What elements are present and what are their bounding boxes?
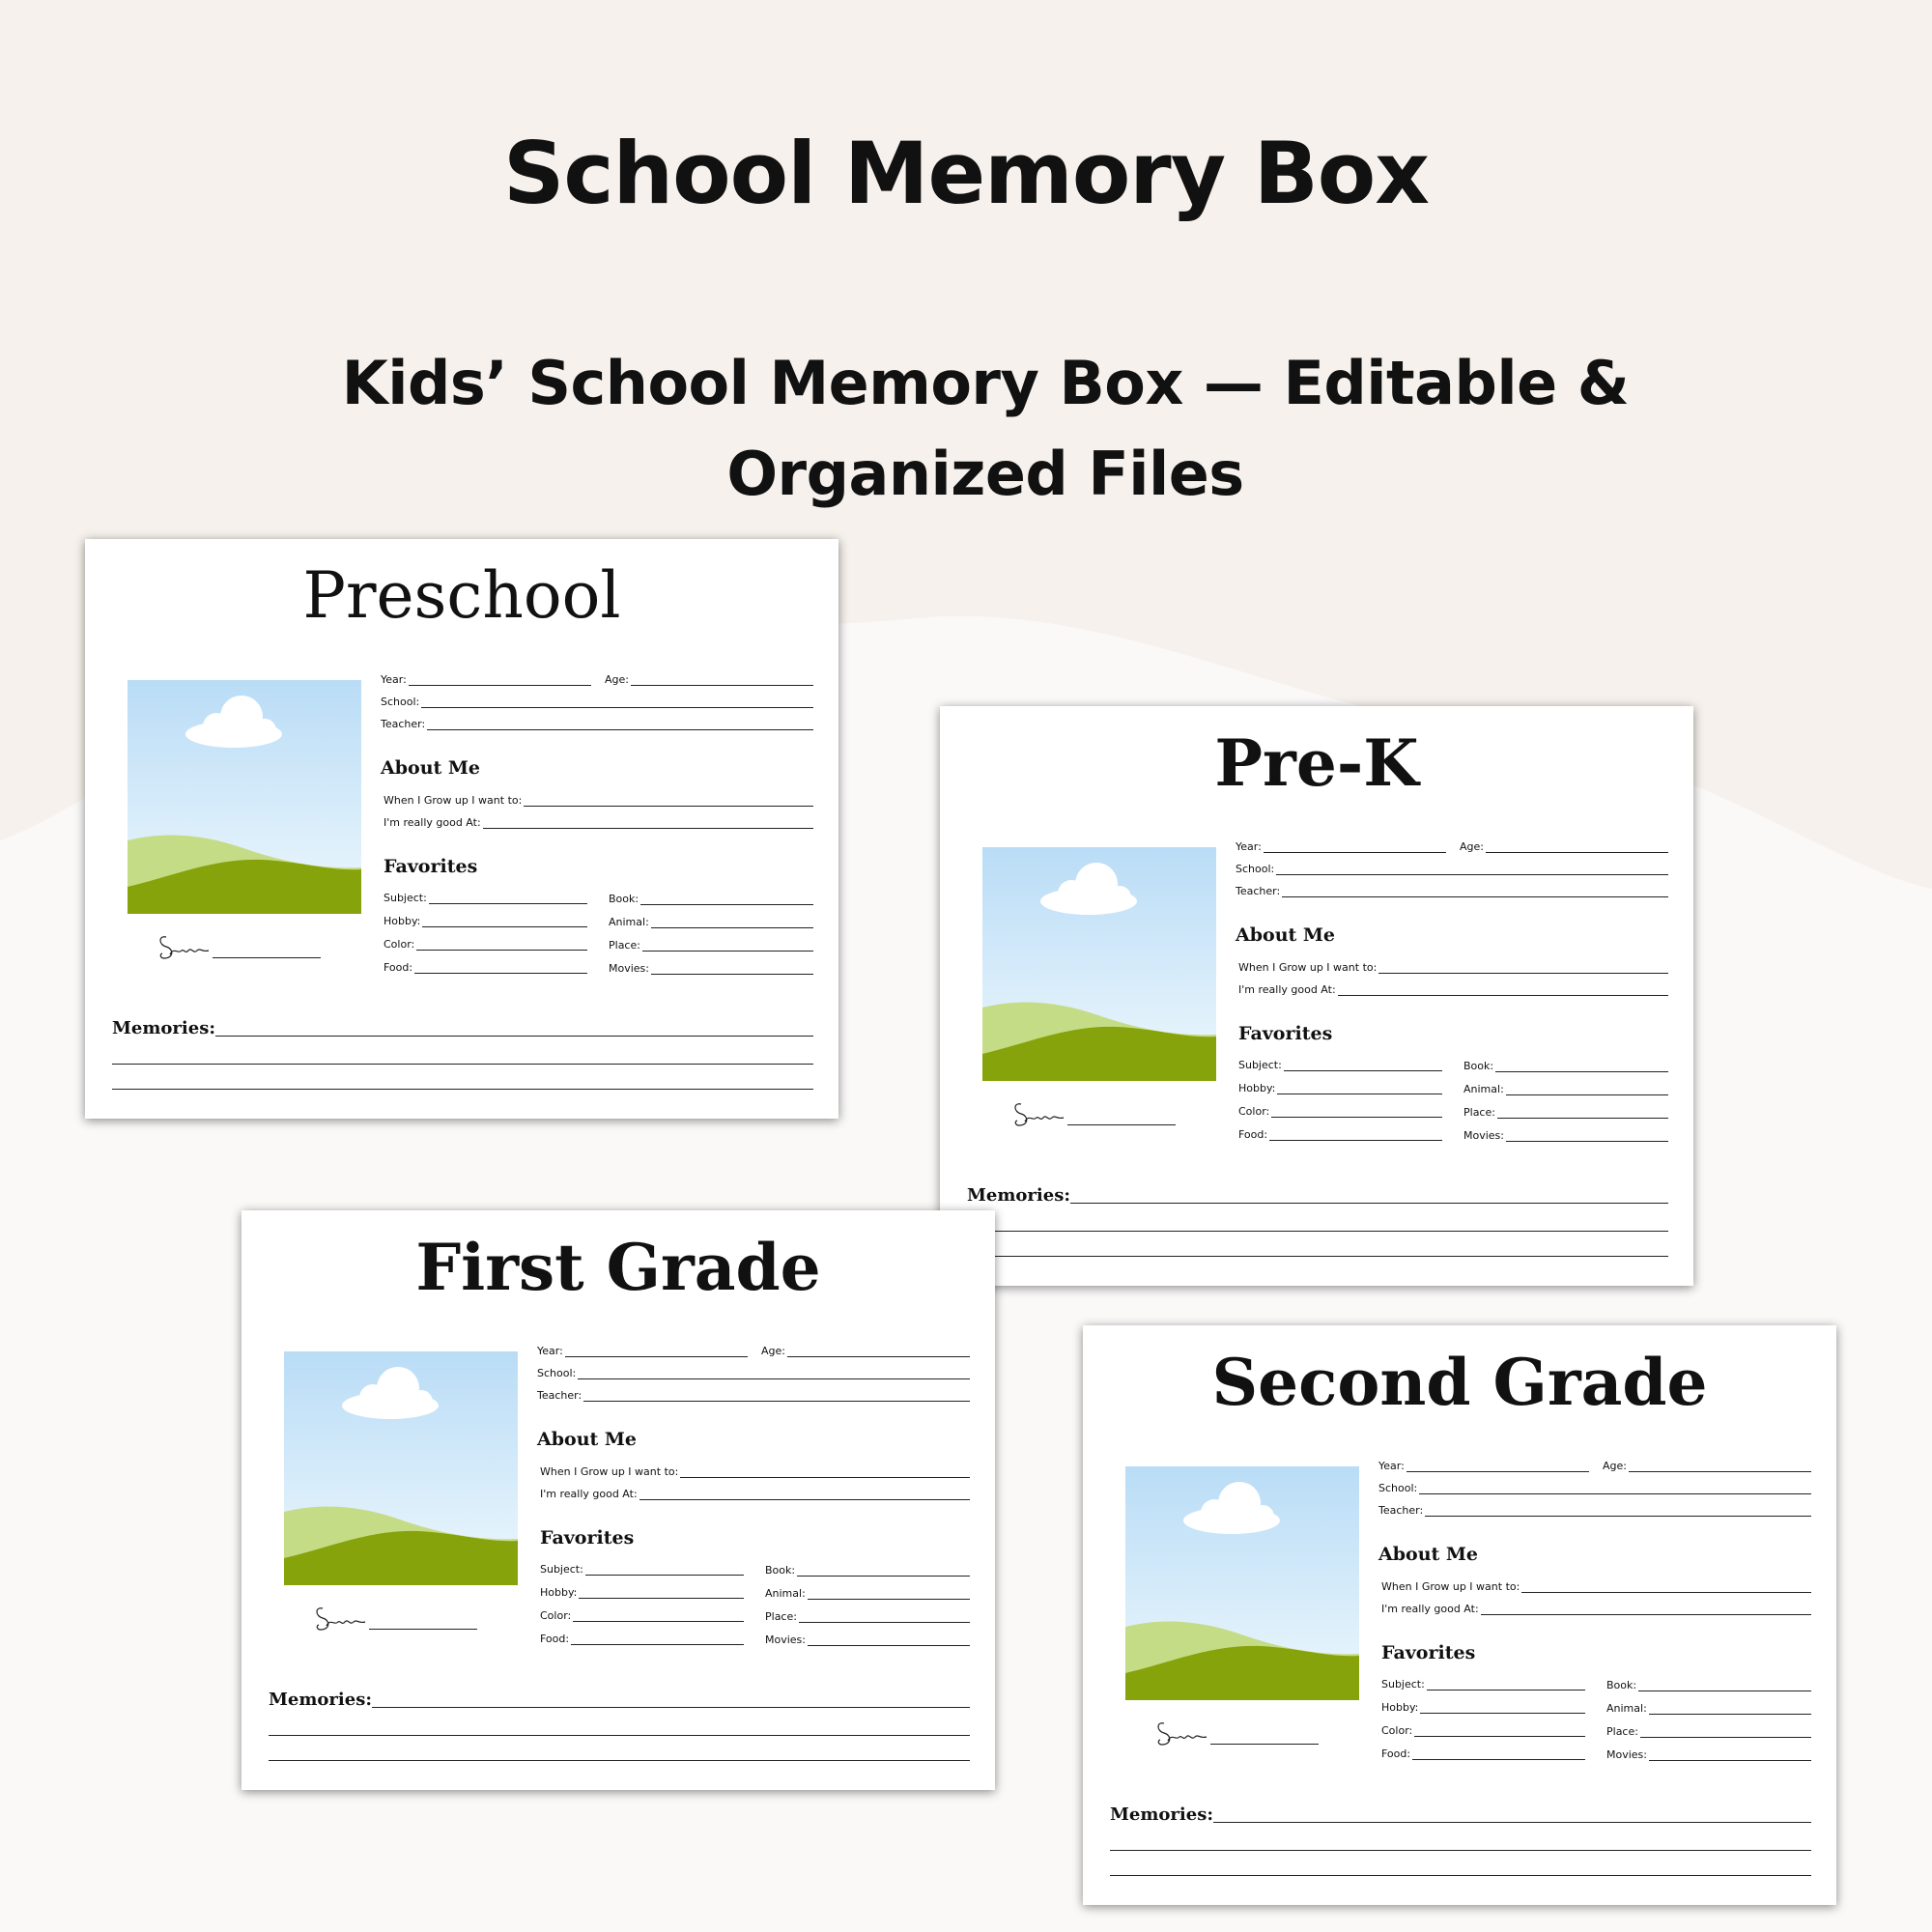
page-title: School Memory Box [502, 124, 1429, 223]
memories-line[interactable] [112, 1089, 813, 1090]
about-me-heading: About Me [537, 1429, 638, 1450]
hobby-label: Hobby: [540, 1586, 578, 1599]
food-field[interactable] [540, 1628, 744, 1645]
school-label: School: [1236, 863, 1275, 875]
color-label: Color: [540, 1609, 572, 1622]
memories-field[interactable] [269, 1690, 970, 1710]
age-label: Age: [761, 1345, 785, 1357]
school-field[interactable] [537, 1362, 970, 1379]
subject-label: Subject: [540, 1563, 583, 1576]
grow-up-label: When I Grow up I want to: [540, 1465, 679, 1478]
signature-script-icon [1154, 1716, 1210, 1750]
good-at-label: I'm really good At: [1381, 1603, 1479, 1615]
subject-label: Subject: [1381, 1678, 1425, 1690]
about-me-heading: About Me [1378, 1544, 1479, 1565]
memories-line[interactable] [269, 1760, 970, 1761]
hobby-label: Hobby: [384, 915, 421, 927]
hobby-label: Hobby: [1381, 1701, 1419, 1714]
movies-field[interactable] [609, 957, 813, 975]
book-label: Book: [609, 893, 639, 905]
animal-field[interactable] [1606, 1697, 1811, 1715]
page-subtitle: Kids’ School Memory Box — Editable & Organized Files [341, 348, 1630, 509]
signature-field[interactable] [156, 929, 321, 964]
signature-field[interactable] [1011, 1096, 1176, 1131]
photo-placeholder [982, 847, 1216, 1081]
place-label: Place: [1606, 1725, 1638, 1738]
teacher-field[interactable] [1236, 880, 1668, 897]
year-field[interactable] [1378, 1455, 1589, 1472]
food-label: Food: [1381, 1747, 1411, 1760]
year-label: Year: [1236, 840, 1262, 853]
school-label: School: [381, 696, 420, 708]
movies-label: Movies: [765, 1634, 806, 1646]
color-field[interactable] [540, 1605, 744, 1622]
card-title: First Grade [415, 1230, 821, 1305]
grow-up-field[interactable] [1381, 1576, 1811, 1593]
place-label: Place: [1463, 1106, 1495, 1119]
card-title: Preschool [302, 558, 621, 633]
subject-field[interactable] [1238, 1054, 1442, 1071]
grow-up-label: When I Grow up I want to: [384, 794, 523, 807]
memories-line[interactable] [269, 1735, 970, 1736]
age-field[interactable] [605, 668, 813, 686]
memories-field[interactable] [112, 1018, 813, 1038]
place-field[interactable] [765, 1605, 970, 1623]
good-at-label: I'm really good At: [1238, 983, 1336, 996]
about-me-heading: About Me [381, 757, 481, 779]
teacher-label: Teacher: [381, 718, 426, 730]
subject-field[interactable] [384, 887, 587, 904]
memories-label: Memories: [112, 1018, 215, 1038]
year-label: Year: [381, 673, 407, 686]
place-field[interactable] [1606, 1720, 1811, 1738]
hobby-label: Hobby: [1238, 1082, 1276, 1094]
food-label: Food: [1238, 1128, 1268, 1141]
year-field[interactable] [1236, 836, 1446, 853]
photo-placeholder [128, 680, 361, 914]
favorites-heading: Favorites [384, 856, 478, 877]
memories-label: Memories: [1110, 1804, 1213, 1825]
memory-card-1 [85, 539, 838, 1119]
age-label: Age: [1603, 1460, 1627, 1472]
grow-up-label: When I Grow up I want to: [1238, 961, 1378, 974]
place-label: Place: [609, 939, 640, 952]
card-title: Pre-K [1214, 725, 1419, 801]
color-field[interactable] [384, 933, 587, 951]
animal-field[interactable] [765, 1582, 970, 1600]
book-label: Book: [1463, 1060, 1494, 1072]
age-label: Age: [1460, 840, 1484, 853]
book-label: Book: [1606, 1679, 1637, 1691]
good-at-label: I'm really good At: [384, 816, 481, 829]
signature-script-icon [1011, 1096, 1067, 1131]
hobby-field[interactable] [540, 1581, 744, 1599]
about-me-heading: About Me [1236, 924, 1336, 946]
teacher-field[interactable] [537, 1384, 970, 1402]
movies-label: Movies: [609, 962, 649, 975]
good-at-field[interactable] [1381, 1598, 1811, 1615]
subject-field[interactable] [540, 1558, 744, 1576]
animal-field[interactable] [1463, 1078, 1668, 1095]
grow-up-label: When I Grow up I want to: [1381, 1580, 1520, 1593]
favorites-heading: Favorites [540, 1527, 635, 1548]
memories-field[interactable] [1110, 1804, 1811, 1825]
teacher-field[interactable] [1378, 1499, 1811, 1517]
subject-field[interactable] [1381, 1673, 1585, 1690]
book-field[interactable] [765, 1559, 970, 1577]
photo-placeholder [1125, 1466, 1359, 1700]
school-field[interactable] [1236, 858, 1668, 875]
movies-field[interactable] [1463, 1124, 1668, 1142]
food-label: Food: [540, 1633, 570, 1645]
subject-label: Subject: [384, 892, 427, 904]
book-label: Book: [765, 1564, 796, 1577]
memories-field[interactable] [967, 1185, 1668, 1206]
animal-label: Animal: [1606, 1702, 1647, 1715]
grow-up-field[interactable] [540, 1461, 970, 1478]
school-field[interactable] [381, 691, 813, 708]
good-at-field[interactable] [384, 811, 813, 829]
memories-line[interactable] [1110, 1850, 1811, 1851]
teacher-label: Teacher: [537, 1389, 582, 1402]
food-field[interactable] [384, 956, 587, 974]
teacher-field[interactable] [381, 713, 813, 730]
book-field[interactable] [1606, 1674, 1811, 1691]
school-label: School: [1378, 1482, 1418, 1494]
color-label: Color: [384, 938, 415, 951]
card-title: Second Grade [1211, 1345, 1708, 1420]
year-label: Year: [1378, 1460, 1405, 1472]
age-field[interactable] [761, 1340, 970, 1357]
place-label: Place: [765, 1610, 797, 1623]
color-label: Color: [1238, 1105, 1270, 1118]
age-field[interactable] [1603, 1455, 1811, 1472]
teacher-label: Teacher: [1236, 885, 1281, 897]
book-field[interactable] [609, 888, 813, 905]
signature-script-icon [313, 1601, 369, 1635]
memory-card-2 [940, 706, 1693, 1286]
movies-label: Movies: [1463, 1129, 1504, 1142]
photo-placeholder [284, 1351, 518, 1585]
food-field[interactable] [1238, 1123, 1442, 1141]
age-field[interactable] [1460, 836, 1668, 853]
signature-script-icon [156, 929, 213, 964]
memories-label: Memories: [269, 1690, 372, 1710]
movies-field[interactable] [1606, 1744, 1811, 1761]
school-field[interactable] [1378, 1477, 1811, 1494]
color-field[interactable] [1238, 1100, 1442, 1118]
memories-line[interactable] [967, 1231, 1668, 1232]
memories-line[interactable] [1110, 1875, 1811, 1876]
animal-label: Animal: [609, 916, 649, 928]
memories-line[interactable] [967, 1256, 1668, 1257]
place-field[interactable] [1463, 1101, 1668, 1119]
memories-line[interactable] [112, 1064, 813, 1065]
signature-field[interactable] [1154, 1716, 1319, 1750]
year-field[interactable] [537, 1340, 748, 1357]
grow-up-field[interactable] [384, 789, 813, 807]
year-field[interactable] [381, 668, 591, 686]
signature-field[interactable] [313, 1601, 477, 1635]
food-field[interactable] [1381, 1743, 1585, 1760]
animal-field[interactable] [609, 911, 813, 928]
favorites-heading: Favorites [1381, 1642, 1476, 1663]
hobby-field[interactable] [1238, 1077, 1442, 1094]
memories-label: Memories: [967, 1185, 1070, 1206]
animal-label: Animal: [1463, 1083, 1504, 1095]
memory-card-4 [1083, 1325, 1836, 1905]
book-field[interactable] [1463, 1055, 1668, 1072]
hobby-field[interactable] [384, 910, 587, 927]
movies-label: Movies: [1606, 1748, 1647, 1761]
subject-label: Subject: [1238, 1059, 1282, 1071]
place-field[interactable] [609, 934, 813, 952]
favorites-heading: Favorites [1238, 1023, 1333, 1044]
good-at-field[interactable] [1238, 979, 1668, 996]
color-label: Color: [1381, 1724, 1413, 1737]
good-at-label: I'm really good At: [540, 1488, 638, 1500]
grow-up-field[interactable] [1238, 956, 1668, 974]
memory-card-3 [242, 1210, 995, 1790]
good-at-field[interactable] [540, 1483, 970, 1500]
movies-field[interactable] [765, 1629, 970, 1646]
age-label: Age: [605, 673, 629, 686]
school-label: School: [537, 1367, 577, 1379]
year-label: Year: [537, 1345, 563, 1357]
animal-label: Animal: [765, 1587, 806, 1600]
teacher-label: Teacher: [1378, 1504, 1424, 1517]
food-label: Food: [384, 961, 413, 974]
color-field[interactable] [1381, 1719, 1585, 1737]
hobby-field[interactable] [1381, 1696, 1585, 1714]
